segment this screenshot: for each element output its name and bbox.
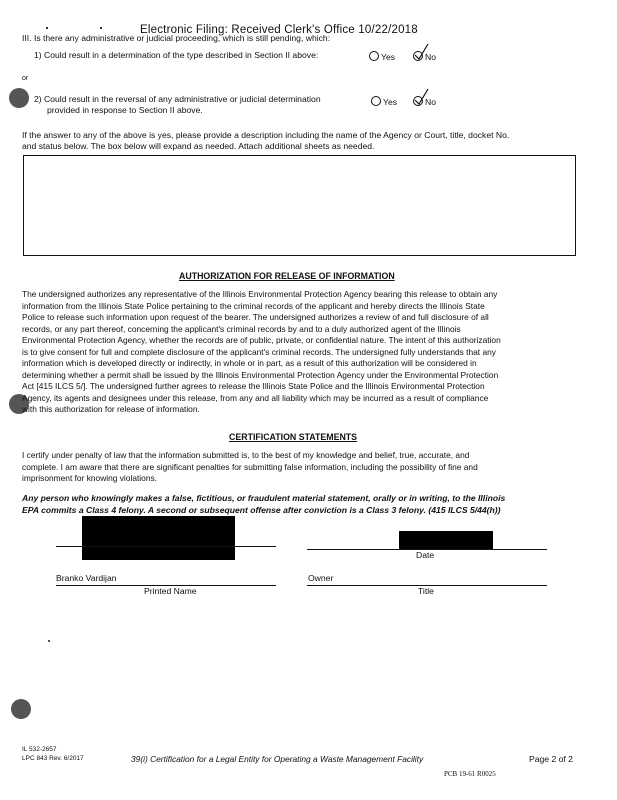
paragraph-line: information from the Illinois State Police pertaining to the criminal records of the applicant and hereby directs the Illinois State [22, 300, 485, 311]
radio-icon [369, 51, 379, 61]
title-value[interactable]: Owner [308, 573, 334, 583]
filing-stamp: Electronic Filing: Received Clerk's Office 10/22/2018 [140, 24, 418, 36]
paragraph-line: Environmental Protection Agency, whether the records are of public, private, or confidential nature. The intent of this authorization [22, 335, 501, 345]
or-text: or [22, 75, 29, 82]
authorization-heading: AUTHORIZATION FOR RELEASE OF INFORMATION [179, 271, 395, 281]
paragraph-line: records, or any part thereof, concerning the applicant's criminal records by and to a duly authorized agent of the Illinois [22, 323, 461, 334]
handwritten-checkmark-icon [413, 87, 431, 107]
description-textbox[interactable] [23, 155, 576, 256]
paragraph-line: is to give consent for full and complete disclosure of the applicant's criminal records. The undersigned fully understands that any [22, 346, 496, 357]
pcb-stamp: PCB 19-61 R0025 [444, 770, 496, 778]
paragraph-line: Police to release such information upon request of the bearer. The undersigned authorizes a review of and full disclosure of all [22, 312, 489, 322]
signature-line [56, 546, 276, 547]
date-label: Date [416, 550, 435, 560]
paragraph-line: I certify under penalty of law that the information submitted is, to the best of my knowledge and belief, true, accurate, and [22, 450, 470, 460]
title-label: Title [418, 586, 434, 596]
redacted-date [399, 531, 493, 550]
paragraph-line: information which is developed directly or indirectly, in whole or in part, as a result of this authorization will be considered in [22, 358, 477, 368]
instruction-line-2: and status below. The box below will expand as needed. Attach additional sheets as needed. [22, 141, 375, 151]
printed-name-label: Printed Name [144, 586, 197, 596]
yes-label: Yes [381, 52, 396, 62]
yes-label: Yes [383, 97, 398, 107]
redacted-signature [82, 516, 235, 560]
scan-speck [46, 27, 48, 29]
punch-hole [11, 699, 31, 719]
paragraph-line: determining whether a permit shall be issued by the Illinois Environmental Protection Agency under the Environmental Protection [22, 369, 499, 380]
question-1-yes-option[interactable] [369, 51, 395, 63]
paragraph-line: Agency, its agents and designees under this release, from any and all liability which may be incurred as a result of compliance [22, 392, 489, 403]
paragraph-line: The undersigned authorizes any representative of the Illinois Environmental Protection Agency bearing this release to obtain any [22, 289, 498, 299]
question-1-text: 1) Could result in a determination of the type described in Section II above: [34, 50, 319, 60]
form-title: 39(i) Certification for a Legal Entity for Operating a Waste Management Facility [131, 754, 424, 764]
felony-warning [22, 493, 505, 516]
radio-icon [371, 96, 381, 106]
scan-speck [48, 640, 50, 642]
page-number: Page 2 of 2 [529, 754, 573, 764]
question-2-line-1: 2) Could result in the reversal of any administrative or judicial determination [34, 94, 321, 104]
handwritten-checkmark-icon [413, 42, 431, 62]
warning-line: Any person who knowingly makes a false, fictitious, or fraudulent material statement, orally or in writing, to the Illinois [22, 493, 506, 503]
question-2-line-2: provided in response to Section II above. [47, 105, 203, 115]
certification-heading: CERTIFICATION STATEMENTS [229, 432, 358, 442]
no-label: No [425, 97, 436, 107]
scan-speck [100, 27, 102, 29]
paragraph-line: with this authorization for release of information. [22, 404, 200, 414]
instruction-line-1: If the answer to any of the above is yes, please provide a description including the name of the Agency or Court, title, docket No. [22, 130, 510, 140]
certification-paragraph [22, 450, 478, 485]
printed-name-value[interactable]: Branko Vardijan [56, 573, 117, 583]
paragraph-line: Act [415 ILCS 5/]. The undersigned further agrees to release the Illinois State Police and the Illinois Environmental Protection [22, 381, 485, 391]
paragraph-line: imprisonment for knowing violations. [22, 473, 157, 483]
punch-hole [9, 88, 29, 108]
no-label: No [425, 52, 436, 62]
section-3-question: III. Is there any administrative or judicial proceeding, which is still pending, which: [22, 33, 331, 43]
form-id-line-2: LPC 843 Rev. 6/2017 [22, 755, 84, 762]
question-2-yes-option[interactable] [371, 96, 397, 108]
authorization-paragraph [22, 289, 501, 416]
form-id-line-1: IL 532-2657 [22, 746, 57, 753]
warning-line: EPA commits a Class 4 felony. A second or subsequent offense after conviction is a Class 3 felony. (415 ILCS 5/44(h)) [22, 504, 501, 515]
paragraph-line: complete. I am aware that there are significant penalties for submitting false information, including the possibility of fine and [22, 461, 478, 472]
